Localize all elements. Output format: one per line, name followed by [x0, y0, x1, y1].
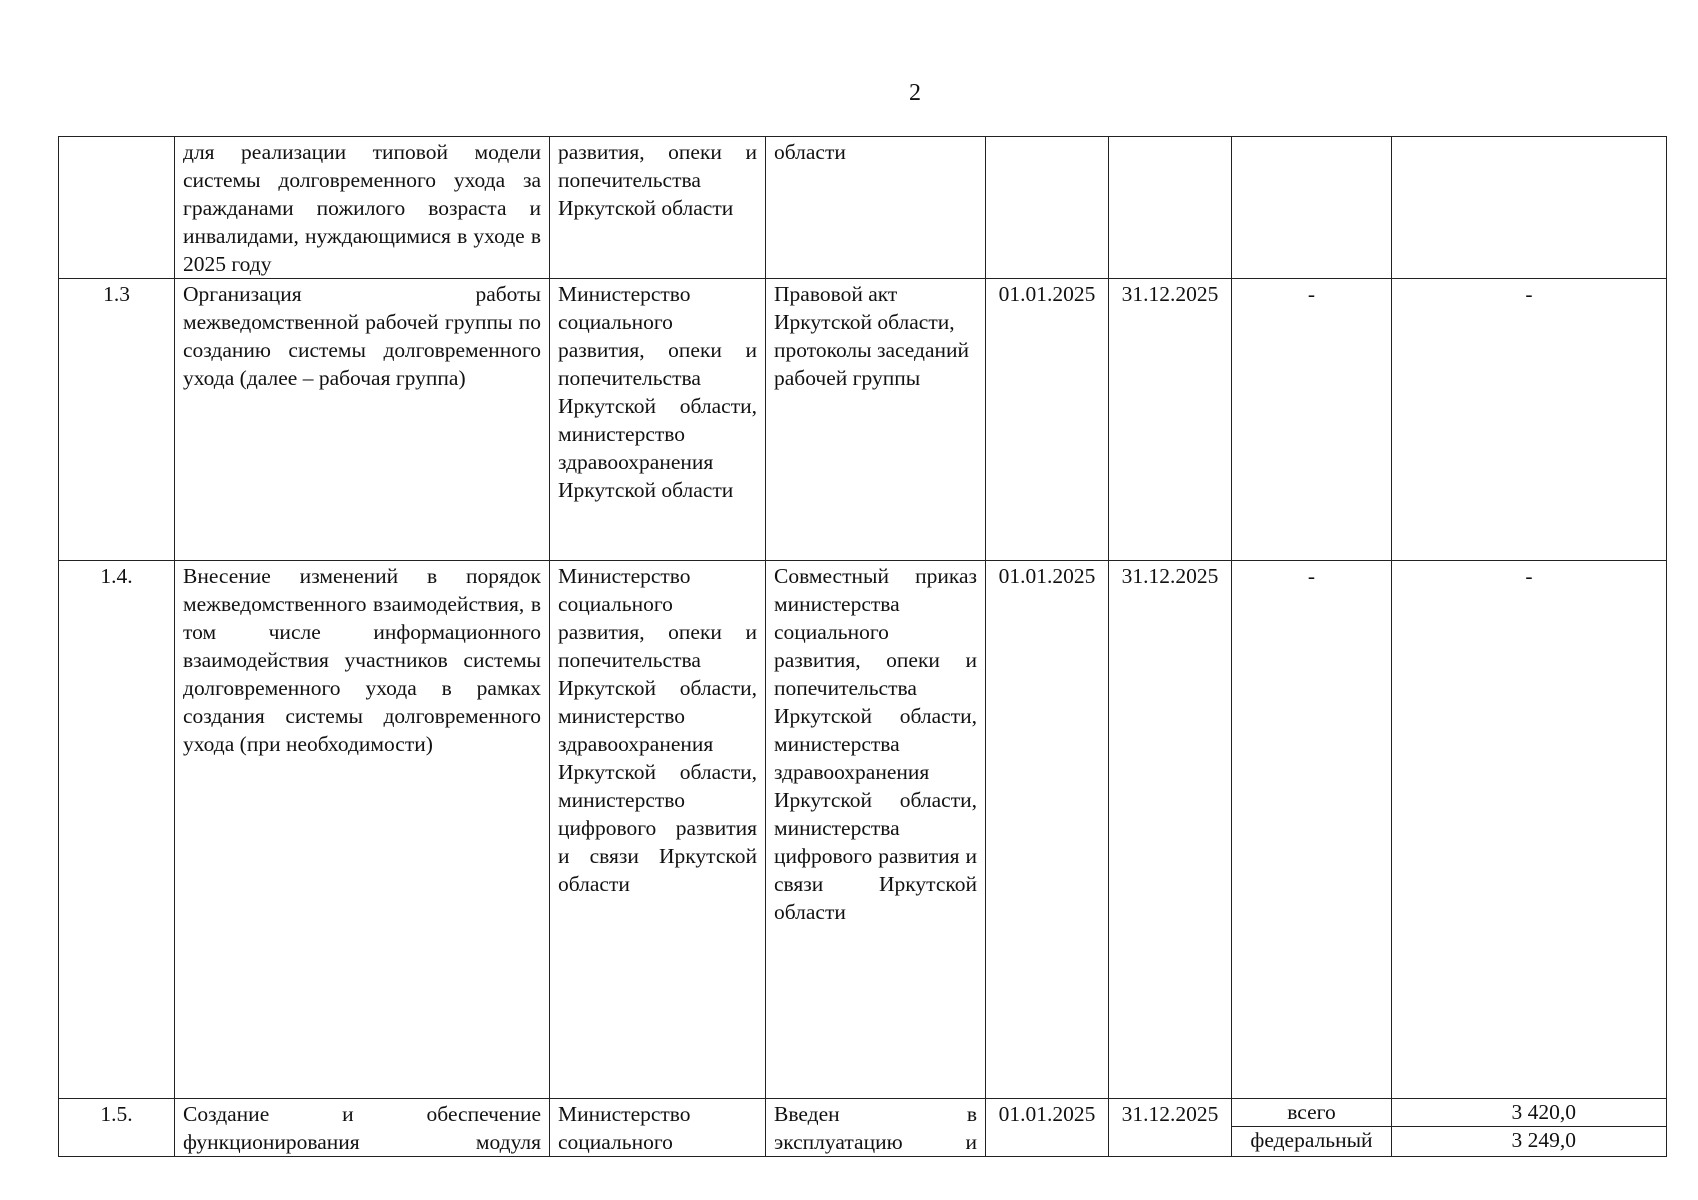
table-row — [59, 279, 1667, 561]
row-start-date: 01.01.2025 — [986, 1099, 1109, 1157]
row-number: 1.5. — [59, 1099, 175, 1157]
table-row — [59, 1099, 1667, 1157]
row-funding-amount: - — [1392, 561, 1667, 1099]
row-number: 1.3 — [59, 279, 175, 561]
row-funding-amount — [1392, 137, 1667, 279]
row-result: Введен в эксплуатацию и — [766, 1099, 986, 1157]
funding-source-total: всего — [1232, 1099, 1391, 1127]
row-funding-source: - — [1232, 279, 1392, 561]
funding-amount-total: 3 420,0 — [1392, 1099, 1666, 1127]
row-executor: развития, опеки и попечительства Иркутской области — [550, 137, 766, 279]
row-end-date: 31.12.2025 — [1109, 561, 1232, 1099]
row-description: Организация работы межведомственной рабочей группы по созданию системы долговременного ухода (далее – рабочая группа) — [175, 279, 550, 561]
row-start-date — [986, 137, 1109, 279]
row-start-date: 01.01.2025 — [986, 279, 1109, 561]
row-number: 1.4. — [59, 561, 175, 1099]
row-funding-amount: - — [1392, 279, 1667, 561]
row-description: Внесение изменений в порядок межведомственного взаимодействия, в том числе информационного взаимодействия участников системы долговременного ухода в рамках создания системы долговременного ухода (при необходимости) — [175, 561, 550, 1099]
row-end-date: 31.12.2025 — [1109, 279, 1232, 561]
funding-amount-federal: 3 249,0 — [1511, 1128, 1576, 1152]
table-row — [59, 137, 1667, 279]
row-funding-source — [1232, 137, 1392, 279]
row-description: для реализации типовой модели системы долговременного ухода за гражданами пожилого возраста и инвалидами, нуждающимися в уходе в 2025 году — [175, 137, 550, 279]
row-start-date: 01.01.2025 — [986, 561, 1109, 1099]
table-row — [59, 561, 1667, 1099]
funding-source-federal: федеральный — [1250, 1128, 1373, 1152]
row-funding-source: - — [1232, 561, 1392, 1099]
row-description: Создание и обеспечение функционирования модуля — [175, 1099, 550, 1157]
row-result: Правовой акт Иркутской области, протоколы заседаний рабочей группы — [766, 279, 986, 561]
page-number: 2 — [909, 80, 921, 106]
row-executor: Министерство социального развития, опеки и попечительства Иркутской области, министерство здравоохранения Иркутской области, министерство цифрового развития и связи Иркутской области — [550, 561, 766, 1099]
row-funding-amount — [1392, 1099, 1667, 1157]
plan-table — [58, 136, 1667, 1157]
row-executor: Министерство социального развития, опеки и попечительства Иркутской области, министерство здравоохранения Иркутской области — [550, 279, 766, 561]
row-end-date: 31.12.2025 — [1109, 1099, 1232, 1157]
row-end-date — [1109, 137, 1232, 279]
row-executor: Министерство социального — [550, 1099, 766, 1157]
row-result: области — [766, 137, 986, 279]
row-result: Совместный приказ министерства социального развития, опеки и попечительства Иркутской области, министерства здравоохранения Иркутской области, министерства цифрового развития и связи Иркутской области — [766, 561, 986, 1099]
row-funding-source — [1232, 1099, 1392, 1157]
row-number — [59, 137, 175, 279]
